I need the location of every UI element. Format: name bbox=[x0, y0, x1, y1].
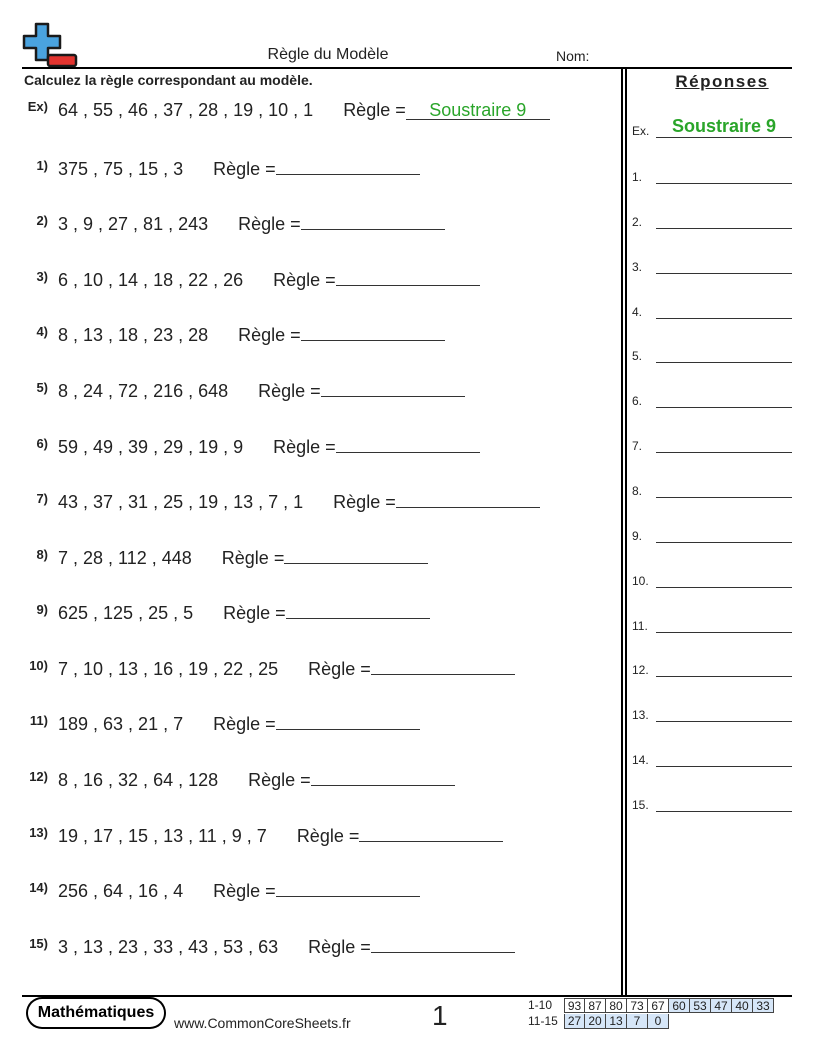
problem-number: 8) bbox=[36, 547, 48, 562]
answer-key-row bbox=[632, 568, 792, 588]
rule-label: Règle = bbox=[333, 492, 396, 512]
column-divider-left bbox=[621, 68, 623, 996]
problem-row bbox=[22, 267, 480, 291]
problem-number: 12) bbox=[29, 769, 48, 784]
answer-key-row bbox=[632, 613, 792, 633]
rule-label: Règle = bbox=[213, 881, 276, 901]
score-table bbox=[528, 997, 774, 1029]
problem-sequence: 64 , 55 , 46 , 37 , 28 , 19 , 10 , 1 bbox=[58, 100, 314, 120]
answer-key-blank[interactable] bbox=[656, 676, 792, 677]
page-title: Règle du Modèle bbox=[267, 46, 389, 63]
answer-key-row bbox=[632, 792, 792, 812]
score-cell: 87 bbox=[585, 998, 606, 1013]
answer-key-label: 15. bbox=[632, 798, 649, 812]
score-row-label: 11-15 bbox=[528, 1014, 558, 1028]
answer-key-row bbox=[632, 164, 792, 184]
score-cell: 0 bbox=[648, 1014, 669, 1029]
problem-sequence: 3 , 13 , 23 , 33 , 43 , 53 , 63 bbox=[58, 937, 279, 957]
answer-key-label: 10. bbox=[632, 574, 649, 588]
problem-row bbox=[22, 711, 420, 735]
score-cell: 73 bbox=[627, 998, 648, 1013]
example-answer: Soustraire 9 bbox=[406, 101, 550, 120]
problem-row bbox=[22, 878, 420, 902]
answer-blank[interactable] bbox=[359, 823, 503, 842]
column-divider-right bbox=[625, 68, 627, 996]
brand-label: Mathématiques bbox=[28, 999, 164, 1027]
rule-label: Règle = bbox=[238, 214, 301, 234]
score-cell: 80 bbox=[606, 998, 627, 1013]
answer-key-label: 11. bbox=[632, 619, 648, 633]
problem-number: 3) bbox=[36, 269, 48, 284]
problem-sequence: 6 , 10 , 14 , 18 , 22 , 26 bbox=[58, 270, 244, 290]
problem-sequence: 7 , 10 , 13 , 16 , 19 , 22 , 25 bbox=[58, 659, 279, 679]
answer-key-row bbox=[632, 478, 792, 498]
answer-key-row bbox=[632, 747, 792, 767]
problem-row bbox=[22, 823, 503, 847]
answer-key-label: 12. bbox=[632, 663, 649, 677]
problem-row bbox=[22, 545, 428, 569]
rule-label: Règle = bbox=[343, 100, 406, 120]
answer-key-row bbox=[632, 702, 792, 722]
problem-row bbox=[22, 656, 515, 680]
problem-number: Ex) bbox=[27, 99, 48, 114]
rule-label: Règle = bbox=[273, 437, 336, 457]
answer-key-label: 13. bbox=[632, 708, 649, 722]
problem-number: 2) bbox=[36, 213, 48, 228]
answer-blank[interactable] bbox=[311, 767, 455, 786]
answer-key-label: 5. bbox=[632, 349, 643, 363]
problem-row bbox=[22, 378, 465, 402]
answer-key-label: 8. bbox=[632, 484, 643, 498]
score-cell: 40 bbox=[732, 998, 753, 1013]
rule-label: Règle = bbox=[248, 770, 311, 790]
score-cell: 47 bbox=[711, 998, 732, 1013]
problem-number: 5) bbox=[36, 380, 48, 395]
problem-number: 4) bbox=[36, 324, 48, 339]
score-cell: 93 bbox=[564, 998, 585, 1013]
answer-key-row bbox=[632, 433, 792, 453]
header-divider bbox=[22, 67, 792, 69]
site-url[interactable]: www.CommonCoreSheets.fr bbox=[174, 1015, 351, 1031]
answer-key-blank[interactable] bbox=[656, 721, 792, 722]
plus-minus-logo-icon bbox=[22, 22, 80, 68]
rule-label: Règle = bbox=[258, 381, 321, 401]
answer-key-label: Ex. bbox=[632, 124, 650, 138]
score-cell: 7 bbox=[627, 1014, 648, 1029]
problem-row bbox=[22, 434, 480, 458]
answer-blank[interactable] bbox=[371, 656, 515, 675]
problem-sequence: 375 , 75 , 15 , 3 bbox=[58, 159, 184, 179]
answer-key-blank[interactable] bbox=[656, 766, 792, 767]
problem-sequence: 8 , 24 , 72 , 216 , 648 bbox=[58, 381, 229, 401]
score-cell: 53 bbox=[690, 998, 711, 1013]
problem-number: 10) bbox=[29, 658, 48, 673]
answer-key-blank[interactable] bbox=[656, 452, 792, 453]
score-row bbox=[528, 997, 774, 1013]
answers-title: Réponses bbox=[675, 72, 769, 91]
problem-number: 14) bbox=[29, 880, 48, 895]
rule-label: Règle = bbox=[238, 325, 301, 345]
brand-badge bbox=[26, 997, 166, 1029]
score-cell: 20 bbox=[585, 1014, 606, 1029]
answer-key-blank[interactable] bbox=[656, 497, 792, 498]
score-cell: 13 bbox=[606, 1014, 627, 1029]
answer-blank[interactable] bbox=[336, 434, 480, 453]
problem-sequence: 7 , 28 , 112 , 448 bbox=[58, 548, 192, 568]
rule-label: Règle = bbox=[221, 548, 285, 568]
answer-key-label: 2. bbox=[632, 215, 643, 229]
rule-label: Règle = bbox=[223, 603, 286, 623]
answer-blank[interactable] bbox=[284, 545, 428, 564]
rule-label: Règle = bbox=[213, 159, 276, 179]
problem-sequence: 625 , 125 , 25 , 5 bbox=[58, 603, 194, 623]
answer-key-blank[interactable] bbox=[656, 228, 792, 229]
answer-key-row bbox=[632, 299, 792, 319]
answer-key-label: 6. bbox=[632, 394, 643, 408]
name-label: Nom: bbox=[556, 48, 590, 64]
instructions: Calculez la règle correspondant au modèle. bbox=[24, 72, 313, 88]
rule-label: Règle = bbox=[308, 937, 371, 957]
problem-sequence: 189 , 63 , 21 , 7 bbox=[58, 714, 184, 734]
answer-blank[interactable] bbox=[371, 934, 515, 953]
answer-blank[interactable] bbox=[276, 711, 420, 730]
page-number: 1 bbox=[432, 1000, 448, 1031]
problem-number: 1) bbox=[36, 158, 48, 173]
answer-key-blank[interactable] bbox=[656, 407, 792, 408]
score-cell: 27 bbox=[564, 1014, 585, 1029]
problem-row bbox=[22, 489, 540, 513]
example-problem bbox=[22, 100, 550, 124]
answer-blank[interactable] bbox=[396, 489, 540, 508]
answer-key-label: 3. bbox=[632, 260, 643, 274]
answer-key-blank[interactable] bbox=[656, 542, 792, 543]
answer-key-row bbox=[632, 657, 792, 677]
answer-key-blank[interactable] bbox=[656, 362, 792, 363]
answer-key-row bbox=[632, 254, 792, 274]
problem-number: 7) bbox=[36, 491, 48, 506]
answer-blank[interactable] bbox=[336, 267, 480, 286]
answer-key-blank[interactable] bbox=[656, 273, 792, 274]
problem-row bbox=[22, 322, 445, 346]
answer-blank[interactable] bbox=[301, 322, 445, 341]
score-cell: 67 bbox=[648, 998, 669, 1013]
answer-blank[interactable] bbox=[321, 378, 465, 397]
problem-row bbox=[22, 600, 430, 624]
score-row-label: 1-10 bbox=[528, 998, 553, 1012]
answer-key-row bbox=[632, 209, 792, 229]
answer-blank[interactable] bbox=[276, 156, 420, 175]
rule-label: Règle = bbox=[273, 270, 336, 290]
problem-sequence: 256 , 64 , 16 , 4 bbox=[58, 881, 184, 901]
answer-key-label: 4. bbox=[632, 305, 643, 319]
problem-row bbox=[22, 156, 420, 180]
answer-key-blank[interactable] bbox=[656, 587, 792, 588]
answer-blank[interactable] bbox=[286, 600, 430, 619]
answer-key-label: 1. bbox=[632, 170, 643, 184]
problem-number: 11) bbox=[29, 713, 48, 728]
problem-number: 6) bbox=[36, 436, 48, 451]
problem-number: 9) bbox=[36, 602, 48, 617]
answer-blank[interactable] bbox=[301, 211, 445, 230]
rule-label: Règle = bbox=[308, 659, 371, 679]
problem-row bbox=[22, 934, 515, 958]
answer-key-row bbox=[632, 388, 792, 408]
answer-key-row bbox=[632, 523, 792, 543]
answer-key-blank[interactable] bbox=[656, 183, 792, 184]
answer-key-label: 9. bbox=[632, 529, 643, 543]
rule-label: Règle = bbox=[296, 826, 360, 846]
answer-key-blank[interactable] bbox=[656, 632, 792, 633]
problem-number: 13) bbox=[29, 825, 48, 840]
problem-sequence: 8 , 16 , 32 , 64 , 128 bbox=[58, 770, 219, 790]
score-cell: 60 bbox=[669, 998, 690, 1013]
answer-key-example bbox=[632, 118, 792, 138]
answer-blank[interactable] bbox=[276, 878, 420, 897]
problem-sequence: 59 , 49 , 39 , 29 , 19 , 9 bbox=[58, 437, 244, 457]
answer-key-blank[interactable] bbox=[656, 811, 792, 812]
answer-key-label: 7. bbox=[632, 439, 643, 453]
score-row bbox=[528, 1013, 774, 1029]
problem-sequence: 3 , 9 , 27 , 81 , 243 bbox=[58, 214, 209, 234]
answer-key-blank[interactable] bbox=[656, 318, 792, 319]
problem-sequence: 8 , 13 , 18 , 23 , 28 bbox=[58, 325, 209, 345]
answer-key-label: 14. bbox=[632, 753, 649, 767]
score-cell: 33 bbox=[753, 998, 774, 1013]
problem-sequence: 43 , 37 , 31 , 25 , 19 , 13 , 7 , 1 bbox=[58, 492, 304, 512]
problem-row bbox=[22, 211, 445, 235]
answer-key-row bbox=[632, 343, 792, 363]
answer-key-example-value: Soustraire 9 bbox=[656, 116, 792, 138]
rule-label: Règle = bbox=[213, 714, 276, 734]
problem-sequence: 19 , 17 , 15 , 13 , 11 , 9 , 7 bbox=[58, 826, 267, 846]
problem-number: 15) bbox=[29, 936, 48, 951]
problem-row bbox=[22, 767, 455, 791]
